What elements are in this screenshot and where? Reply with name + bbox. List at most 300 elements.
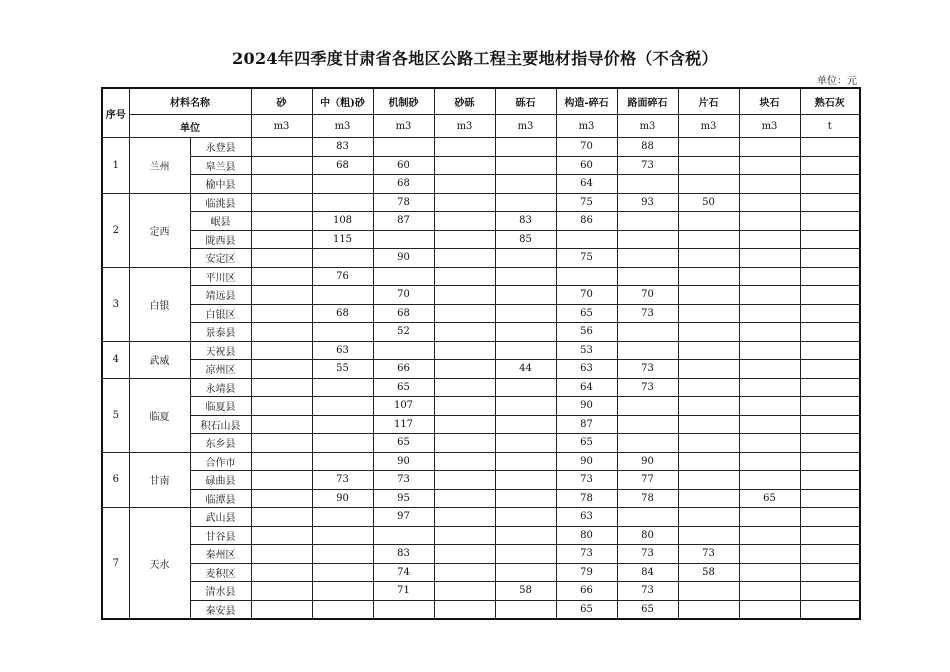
price-cell [251,341,312,360]
county-cell: 平川区 [190,267,251,286]
seq-cell: 4 [102,341,129,378]
price-cell: 74 [373,563,434,582]
price-cell: 76 [312,267,373,286]
price-cell [251,415,312,434]
price-cell [434,249,495,268]
unit-header: 单位 [129,115,251,138]
price-cell [739,138,800,157]
price-cell: 56 [556,323,617,342]
price-cell [678,489,739,508]
price-cell: 58 [495,582,556,601]
price-cell [312,193,373,212]
price-cell: 115 [312,230,373,249]
price-cell [251,563,312,582]
table-row [102,452,860,471]
price-cell [434,397,495,416]
price-cell [495,415,556,434]
price-cell [678,378,739,397]
price-cell [739,582,800,601]
price-cell [495,341,556,360]
county-cell: 榆中县 [190,175,251,194]
price-cell [678,582,739,601]
price-cell: 88 [617,138,678,157]
price-cell [495,156,556,175]
price-cell [495,397,556,416]
price-cell [678,341,739,360]
price-cell: 87 [556,415,617,434]
price-cell [739,341,800,360]
price-cell [739,415,800,434]
price-cell [373,138,434,157]
unit-cell: m3 [739,115,800,138]
price-cell [678,230,739,249]
unit-note: 单位：元 [817,76,857,87]
table-row [102,138,860,157]
price-cell [495,175,556,194]
price-cell [434,304,495,323]
material-header: 块石 [739,88,800,115]
price-cell: 85 [495,230,556,249]
table-row [102,360,860,379]
price-cell: 70 [556,138,617,157]
price-cell [739,304,800,323]
price-cell: 73 [556,471,617,490]
price-cell [678,175,739,194]
city-cell: 兰州 [129,138,190,194]
table-row [102,249,860,268]
price-cell: 65 [617,600,678,619]
seq-header: 序号 [102,88,129,138]
price-cell [617,249,678,268]
price-cell [800,230,860,249]
table-row [102,175,860,194]
price-cell: 95 [373,489,434,508]
price-cell: 108 [312,212,373,231]
price-cell: 58 [678,563,739,582]
price-cell: 75 [556,193,617,212]
seq-cell: 1 [102,138,129,194]
material-header: 中（粗)砂 [312,88,373,115]
price-cell [678,471,739,490]
price-cell: 117 [373,415,434,434]
price-cell [434,378,495,397]
price-cell [739,600,800,619]
price-cell: 73 [556,545,617,564]
price-cell: 73 [617,304,678,323]
county-cell: 永登县 [190,138,251,157]
county-cell: 麦积区 [190,563,251,582]
price-cell [800,452,860,471]
price-cell [312,323,373,342]
price-cell [251,582,312,601]
price-cell [800,193,860,212]
price-cell: 78 [556,489,617,508]
price-cell [495,193,556,212]
price-cell [678,360,739,379]
price-cell [251,434,312,453]
price-cell [678,434,739,453]
price-cell [251,323,312,342]
price-cell [739,378,800,397]
price-cell [739,156,800,175]
county-cell: 白银区 [190,304,251,323]
price-cell [251,156,312,175]
unit-cell: m3 [617,115,678,138]
price-cell [739,434,800,453]
county-cell: 积石山县 [190,415,251,434]
county-cell: 碌曲县 [190,471,251,490]
price-cell [434,156,495,175]
price-cell [617,341,678,360]
price-cell [678,138,739,157]
table-row [102,212,860,231]
price-cell [434,212,495,231]
price-cell [251,304,312,323]
county-cell: 临夏县 [190,397,251,416]
price-cell [800,415,860,434]
county-cell: 凉州区 [190,360,251,379]
county-cell: 岷县 [190,212,251,231]
table-row [102,286,860,305]
price-cell: 87 [373,212,434,231]
price-cell [495,600,556,619]
price-cell [800,341,860,360]
price-cell [739,360,800,379]
price-cell [678,267,739,286]
price-cell [800,582,860,601]
county-cell: 天祝县 [190,341,251,360]
price-cell [495,267,556,286]
material-name-header: 材料名称 [129,88,251,115]
price-cell [495,249,556,268]
price-cell [800,397,860,416]
price-cell [800,563,860,582]
price-cell: 107 [373,397,434,416]
price-cell [556,267,617,286]
table-row [102,489,860,508]
price-cell [373,526,434,545]
material-header: 路面碎石 [617,88,678,115]
price-cell [434,545,495,564]
price-cell: 65 [373,378,434,397]
price-cell: 90 [373,452,434,471]
county-cell: 清水县 [190,582,251,601]
price-cell [800,434,860,453]
price-cell [495,489,556,508]
price-cell [434,341,495,360]
price-table [101,87,861,620]
price-cell [373,600,434,619]
county-cell: 秦安县 [190,600,251,619]
price-cell [495,304,556,323]
table-row [102,545,860,564]
price-cell: 50 [678,193,739,212]
price-cell [312,415,373,434]
price-cell [434,600,495,619]
price-cell [739,471,800,490]
price-cell: 90 [556,452,617,471]
price-cell: 90 [312,489,373,508]
material-header: 砾石 [495,88,556,115]
price-cell: 73 [617,582,678,601]
price-cell [251,286,312,305]
price-cell: 73 [312,471,373,490]
price-cell [251,489,312,508]
price-cell: 68 [312,156,373,175]
price-cell [251,193,312,212]
price-cell: 63 [556,360,617,379]
price-cell [800,360,860,379]
price-cell: 70 [556,286,617,305]
table-row [102,156,860,175]
price-cell [434,489,495,508]
price-cell: 77 [617,471,678,490]
table-row [102,508,860,527]
price-cell [312,397,373,416]
price-cell: 65 [556,434,617,453]
price-cell [312,508,373,527]
price-cell [678,156,739,175]
price-cell: 73 [617,156,678,175]
price-cell [312,545,373,564]
price-cell [251,230,312,249]
price-cell [434,471,495,490]
price-cell [251,212,312,231]
price-cell: 97 [373,508,434,527]
price-cell: 80 [617,526,678,545]
price-cell [312,582,373,601]
price-cell [495,138,556,157]
price-cell [312,526,373,545]
price-cell: 44 [495,360,556,379]
price-cell [800,212,860,231]
price-cell [800,304,860,323]
price-cell: 65 [556,304,617,323]
price-cell [251,526,312,545]
price-cell: 83 [495,212,556,231]
price-cell: 65 [373,434,434,453]
price-cell: 68 [373,304,434,323]
seq-cell: 3 [102,267,129,341]
price-cell [739,267,800,286]
price-cell [678,415,739,434]
price-cell: 60 [373,156,434,175]
city-cell: 白银 [129,267,190,341]
price-cell [678,600,739,619]
unit-cell: m3 [678,115,739,138]
price-cell: 60 [556,156,617,175]
table-header [102,88,860,138]
price-cell [495,471,556,490]
price-cell [617,323,678,342]
county-cell: 临潭县 [190,489,251,508]
price-cell [251,267,312,286]
price-cell: 73 [617,545,678,564]
seq-cell: 2 [102,193,129,267]
price-cell: 84 [617,563,678,582]
price-cell [434,175,495,194]
price-cell: 66 [373,360,434,379]
price-cell [434,452,495,471]
price-cell: 90 [617,452,678,471]
unit-cell: t [800,115,860,138]
price-cell: 63 [556,508,617,527]
price-cell [800,471,860,490]
price-cell [434,286,495,305]
price-cell [434,508,495,527]
price-cell [739,526,800,545]
county-cell: 靖远县 [190,286,251,305]
price-cell [739,175,800,194]
price-cell: 73 [373,471,434,490]
price-cell [678,452,739,471]
price-cell [312,286,373,305]
price-cell [739,508,800,527]
price-cell [678,212,739,231]
price-cell [251,378,312,397]
price-cell: 80 [556,526,617,545]
price-cell [739,397,800,416]
unit-cell: m3 [312,115,373,138]
price-cell [800,508,860,527]
price-cell [800,249,860,268]
price-cell: 70 [617,286,678,305]
price-cell: 63 [312,341,373,360]
table-row [102,397,860,416]
price-cell [251,249,312,268]
price-cell [495,323,556,342]
price-cell [678,304,739,323]
price-cell [251,138,312,157]
city-cell: 定西 [129,193,190,267]
price-cell: 68 [312,304,373,323]
price-cell: 90 [556,397,617,416]
price-cell [434,582,495,601]
price-cell [678,508,739,527]
price-cell [495,526,556,545]
price-cell [434,434,495,453]
table-row [102,434,860,453]
table-row [102,582,860,601]
price-cell: 71 [373,582,434,601]
price-cell [739,452,800,471]
county-cell: 临洮县 [190,193,251,212]
county-cell: 合作市 [190,452,251,471]
price-cell [678,397,739,416]
price-cell [800,286,860,305]
price-cell: 53 [556,341,617,360]
price-cell [800,175,860,194]
price-cell: 73 [617,378,678,397]
table-row [102,193,860,212]
table-row [102,415,860,434]
price-cell [678,323,739,342]
price-cell [312,434,373,453]
table-row [102,304,860,323]
table-row [102,267,860,286]
city-cell: 甘南 [129,452,190,508]
county-cell: 皋兰县 [190,156,251,175]
seq-cell: 7 [102,508,129,620]
price-cell [373,230,434,249]
price-cell [495,434,556,453]
price-cell [495,508,556,527]
material-header: 构造-碎石 [556,88,617,115]
price-cell: 75 [556,249,617,268]
price-cell [434,230,495,249]
city-cell: 武威 [129,341,190,378]
table-row [102,341,860,360]
unit-cell: m3 [251,115,312,138]
price-cell: 73 [617,360,678,379]
price-cell [251,471,312,490]
price-cell: 79 [556,563,617,582]
price-cell [312,600,373,619]
table-row [102,323,860,342]
price-cell [739,193,800,212]
price-cell [251,600,312,619]
price-cell: 66 [556,582,617,601]
county-cell: 陇西县 [190,230,251,249]
price-cell [434,323,495,342]
price-cell [434,267,495,286]
price-cell [617,508,678,527]
price-cell [739,230,800,249]
seq-cell: 6 [102,452,129,508]
price-cell [800,526,860,545]
table-row [102,471,860,490]
price-cell: 86 [556,212,617,231]
table-row [102,526,860,545]
price-cell [251,545,312,564]
price-cell: 78 [617,489,678,508]
price-cell [434,360,495,379]
table-row [102,600,860,619]
price-cell [251,452,312,471]
page-title: 2024年四季度甘肃省各地区公路工程主要地材指导价格（不含税） [232,49,718,68]
unit-cell: m3 [434,115,495,138]
price-cell [251,397,312,416]
price-cell: 73 [678,545,739,564]
material-header: 片石 [678,88,739,115]
price-cell [434,138,495,157]
price-cell [434,415,495,434]
price-cell [739,545,800,564]
price-cell [373,267,434,286]
county-cell: 甘谷县 [190,526,251,545]
county-cell: 武山县 [190,508,251,527]
price-cell [678,286,739,305]
city-cell: 天水 [129,508,190,620]
price-cell: 90 [373,249,434,268]
price-cell [617,230,678,249]
price-cell [251,508,312,527]
price-cell: 83 [373,545,434,564]
price-cell: 52 [373,323,434,342]
county-cell: 安定区 [190,249,251,268]
price-cell: 64 [556,378,617,397]
price-cell [312,563,373,582]
price-cell [678,249,739,268]
price-cell [800,545,860,564]
price-cell [251,175,312,194]
material-header: 砂 [251,88,312,115]
price-cell [800,489,860,508]
county-cell: 东乡县 [190,434,251,453]
price-cell [495,545,556,564]
price-cell: 78 [373,193,434,212]
price-cell: 65 [556,600,617,619]
